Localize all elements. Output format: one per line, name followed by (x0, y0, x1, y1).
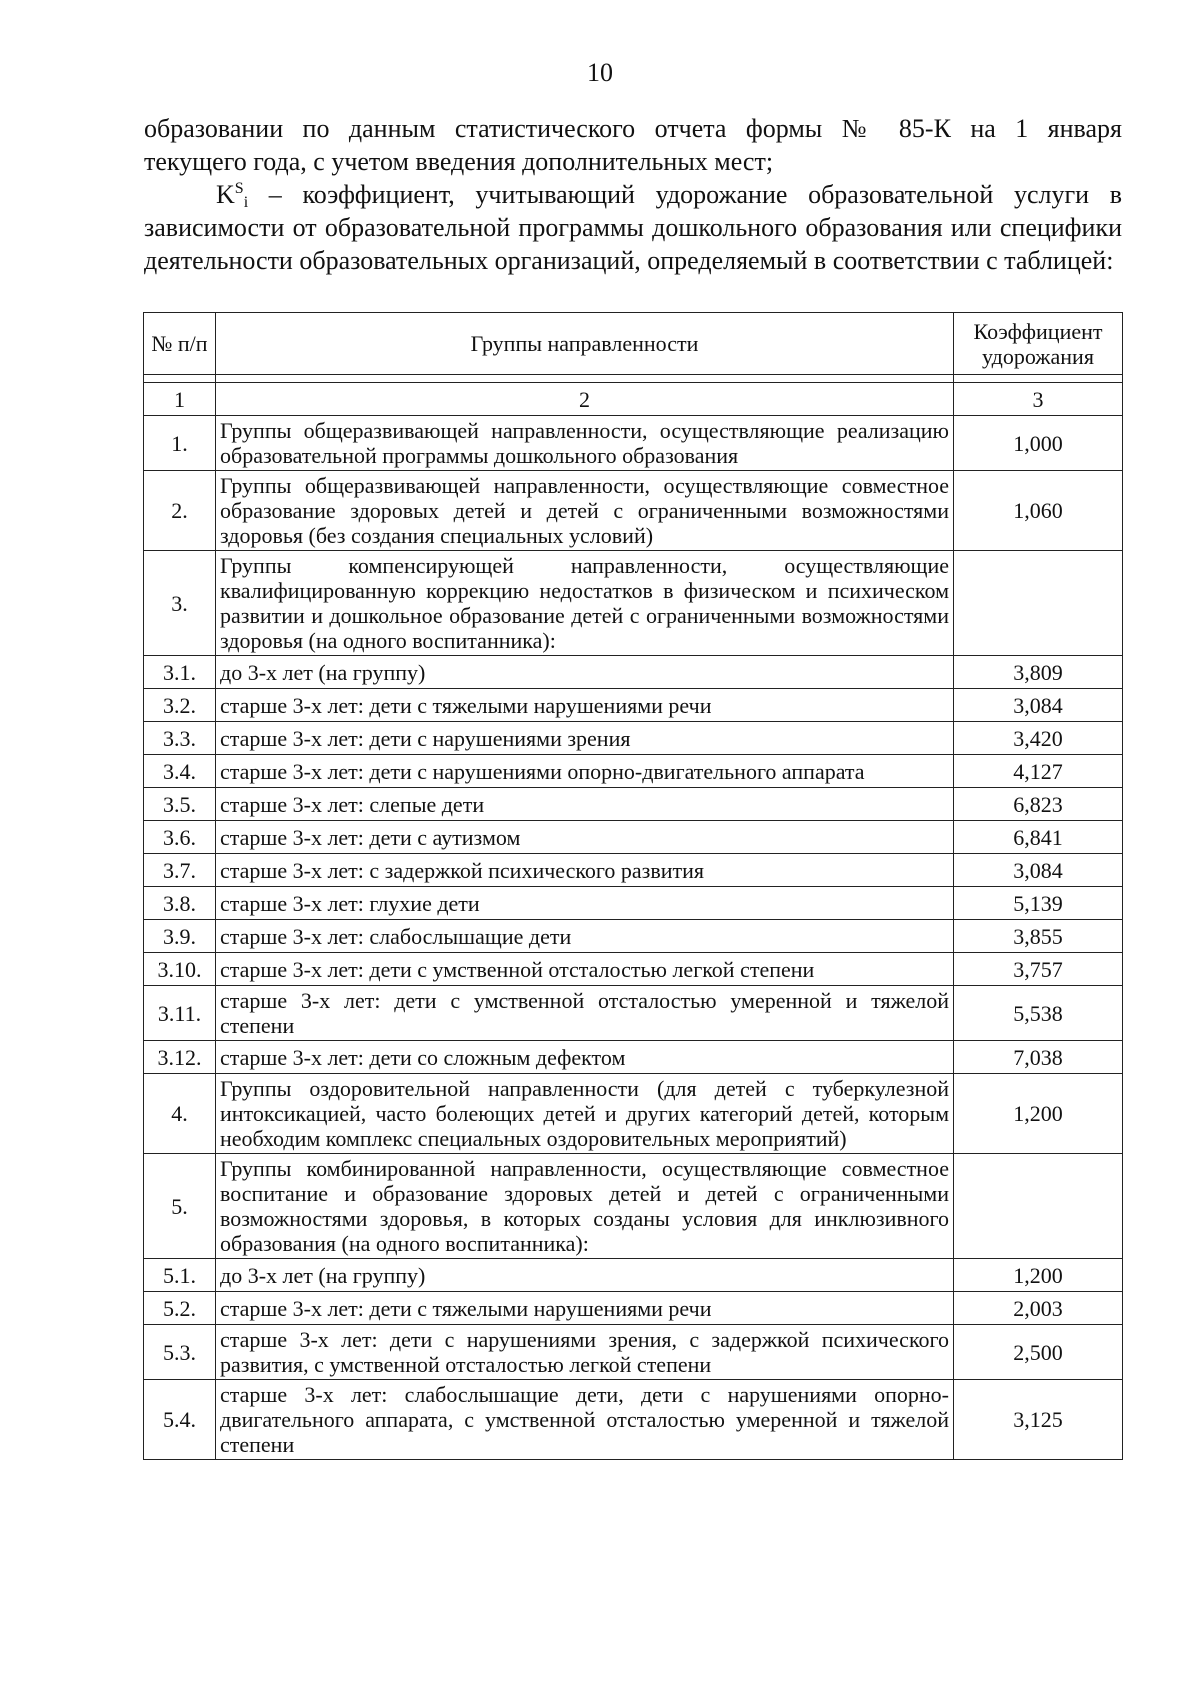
row-number: 3.3. (144, 722, 216, 755)
row-coefficient: 1,000 (954, 416, 1123, 471)
row-number: 3.2. (144, 689, 216, 722)
row-group-description: старше 3-х лет: дети с тяжелыми нарушениями речи (216, 689, 954, 722)
row-coefficient: 3,084 (954, 689, 1123, 722)
table-row (144, 416, 1123, 471)
row-group-description: старше 3-х лет: дети с нарушениями опорно-двигательного аппарата (216, 755, 954, 788)
table-row (144, 953, 1123, 986)
row-group-description: до 3-х лет (на группу) (216, 1259, 954, 1292)
row-group-description: старше 3-х лет: слепые дети (216, 788, 954, 821)
table-row (144, 1380, 1123, 1460)
row-group-description: до 3-х лет (на группу) (216, 656, 954, 689)
row-coefficient: 3,809 (954, 656, 1123, 689)
row-number: 5.2. (144, 1292, 216, 1325)
row-group-description: Группы оздоровительной направленности (для детей с туберкулезной интоксикацией, часто болеющих детей и других категорий детей, которым необходим комплекс специальных оздоровительных мероприятий) (216, 1074, 954, 1154)
row-coefficient: 3,855 (954, 920, 1123, 953)
row-group-description: старше 3-х лет: дети с умственной отсталостью легкой степени (216, 953, 954, 986)
table-row (144, 920, 1123, 953)
row-group-description: Группы общеразвивающей направленности, осуществляющие совместное образование здоровых детей и детей с ограниченными возможностями здоровья (без создания специальных условий) (216, 471, 954, 551)
row-number: 4. (144, 1074, 216, 1154)
row-coefficient: 3,125 (954, 1380, 1123, 1460)
row-number: 5.3. (144, 1325, 216, 1380)
row-group-description: старше 3-х лет: дети со сложным дефектом (216, 1041, 954, 1074)
row-number: 3.12. (144, 1041, 216, 1074)
table-row (144, 788, 1123, 821)
row-group-description: Группы компенсирующей направленности, осуществляющие квалифицированную коррекцию недостатков в физическом и психическом развитии и дошкольное образование детей с ограниченными возможностями здоровья (на одного воспитанника): (216, 551, 954, 656)
row-number: 3.8. (144, 887, 216, 920)
row-coefficient: 5,538 (954, 986, 1123, 1041)
row-number: 1. (144, 416, 216, 471)
row-coefficient: 1,200 (954, 1074, 1123, 1154)
row-group-description: старше 3-х лет: дети с тяжелыми нарушениями речи (216, 1292, 954, 1325)
header-coef: Коэффициент удорожания (954, 313, 1123, 375)
table-row (144, 1041, 1123, 1074)
column-number-row (144, 383, 1123, 416)
row-coefficient: 2,500 (954, 1325, 1123, 1380)
row-group-description: старше 3-х лет: дети с аутизмом (216, 821, 954, 854)
row-coefficient: 3,084 (954, 854, 1123, 887)
coef-description: – коэффициент, учитывающий удорожание образовательной услуги в зависимости от образовательной программы дошкольного образования или специфики деятельности образовательных организаций, определяемый в соответствии с таблицей: (144, 180, 1122, 275)
row-number: 3.11. (144, 986, 216, 1041)
intro-text (144, 112, 1122, 277)
row-coefficient: 4,127 (954, 755, 1123, 788)
row-coefficient: 1,200 (954, 1259, 1123, 1292)
row-coefficient: 3,757 (954, 953, 1123, 986)
table-row (144, 471, 1123, 551)
table-row (144, 1292, 1123, 1325)
row-coefficient: 6,841 (954, 821, 1123, 854)
row-group-description: старше 3-х лет: слабослышащие дети (216, 920, 954, 953)
row-number: 3.1. (144, 656, 216, 689)
row-coefficient (954, 1154, 1123, 1259)
row-group-description: старше 3-х лет: дети с умственной отсталостью умеренной и тяжелой степени (216, 986, 954, 1041)
row-group-description: старше 3-х лет: дети с нарушениями зрения (216, 722, 954, 755)
row-coefficient: 2,003 (954, 1292, 1123, 1325)
table-row (144, 722, 1123, 755)
col-number-2: 2 (216, 383, 954, 416)
row-number: 3.6. (144, 821, 216, 854)
coef-superscript: S (234, 180, 244, 197)
table-row (144, 656, 1123, 689)
table-row (144, 986, 1123, 1041)
row-number: 3.5. (144, 788, 216, 821)
row-coefficient (954, 551, 1123, 656)
coefficient-definition (144, 178, 1122, 277)
table-header-row (144, 313, 1123, 375)
intro-line-2: текущего года, с учетом введения дополнительных мест; (144, 147, 774, 176)
coef-symbol: K (216, 180, 235, 209)
row-coefficient: 7,038 (954, 1041, 1123, 1074)
row-group-description: старше 3-х лет: глухие дети (216, 887, 954, 920)
table-row (144, 854, 1123, 887)
row-group-description: Группы комбинированной направленности, осуществляющие совместное воспитание и образование здоровых детей и детей с ограниченными возможностями здоровья, в которых созданы условия для инклюзивного образования (на одного воспитанника): (216, 1154, 954, 1259)
row-number: 3.9. (144, 920, 216, 953)
row-coefficient: 3,420 (954, 722, 1123, 755)
row-number: 3. (144, 551, 216, 656)
intro-line-1: образовании по данным статистического отчета формы № 85-К на 1 января (144, 114, 1122, 143)
table-row (144, 1154, 1123, 1259)
table-row (144, 1259, 1123, 1292)
table-row (144, 689, 1123, 722)
table-row (144, 887, 1123, 920)
row-number: 3.4. (144, 755, 216, 788)
header-gap (144, 375, 1123, 383)
header-group: Группы направленности (216, 313, 954, 375)
page-number: 10 (587, 58, 613, 87)
row-number: 3.7. (144, 854, 216, 887)
row-group-description: старше 3-х лет: с задержкой психического развития (216, 854, 954, 887)
row-number: 5. (144, 1154, 216, 1259)
header-num: № п/п (144, 313, 216, 375)
row-number: 5.1. (144, 1259, 216, 1292)
row-number: 5.4. (144, 1380, 216, 1460)
coef-subscript: i (243, 194, 249, 211)
row-coefficient: 5,139 (954, 887, 1123, 920)
table-row (144, 821, 1123, 854)
table-row (144, 1074, 1123, 1154)
row-coefficient: 1,060 (954, 471, 1123, 551)
table-row (144, 551, 1123, 656)
row-group-description: старше 3-х лет: дети с нарушениями зрения, с задержкой психического развития, с умственной отсталостью легкой степени (216, 1325, 954, 1380)
row-number: 2. (144, 471, 216, 551)
row-group-description: Группы общеразвивающей направленности, осуществляющие реализацию образовательной программы дошкольного образования (216, 416, 954, 471)
col-number-1: 1 (144, 383, 216, 416)
coefficient-table (143, 312, 1123, 1460)
row-coefficient: 6,823 (954, 788, 1123, 821)
row-number: 3.10. (144, 953, 216, 986)
table-row (144, 755, 1123, 788)
row-group-description: старше 3-х лет: слабослышащие дети, дети с нарушениями опорно-двигательного аппарата, с умственной отсталостью умеренной и тяжелой степени (216, 1380, 954, 1460)
table-row (144, 1325, 1123, 1380)
col-number-3: 3 (954, 383, 1123, 416)
